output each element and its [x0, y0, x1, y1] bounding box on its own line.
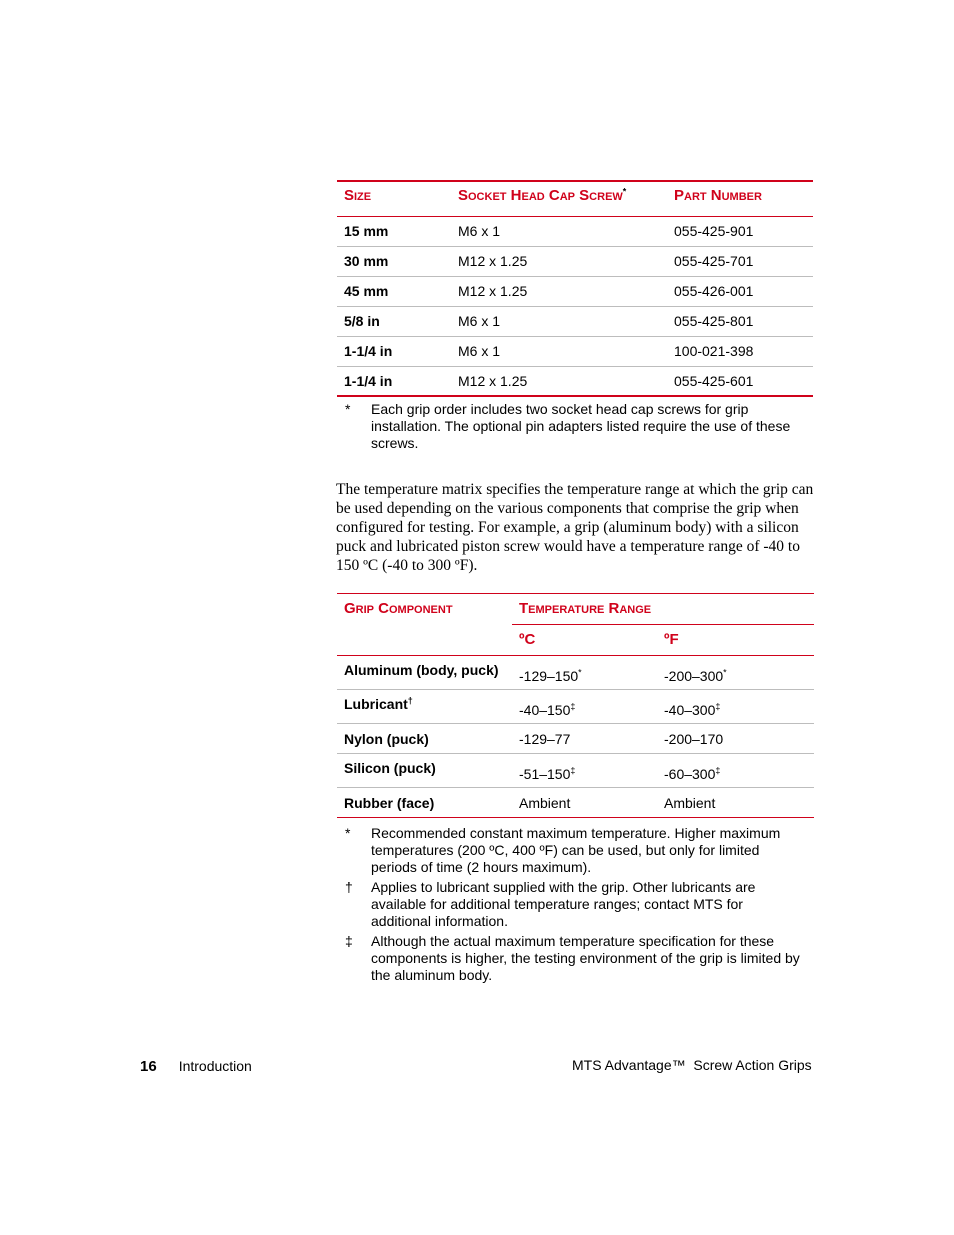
component-cell [337, 724, 512, 754]
fahrenheit-cell [657, 724, 814, 754]
component-label: Silicon (puck) [344, 760, 436, 776]
screw-size-table [337, 180, 813, 397]
table-row [337, 336, 813, 366]
fahrenheit-cell [657, 788, 814, 818]
component-label: Lubricant [344, 696, 408, 712]
part-number-cell: 055-425-801 [667, 306, 813, 336]
celsius-value: Ambient [519, 794, 571, 811]
celsius-cell [512, 656, 657, 690]
fahrenheit-cell [657, 754, 814, 788]
table-row [337, 216, 813, 246]
footnote-text: Recommended constant maximum temperature. Higher maximum temperatures (200 ºC, 400 ºF) can be used, but only for limited periods of time (2 hours maximum). [371, 825, 781, 875]
size-cell: 5/8 in [337, 306, 451, 336]
footnote [345, 401, 805, 452]
section-name: Introduction [178, 1058, 252, 1074]
footnote [345, 879, 805, 930]
table-row [337, 754, 814, 788]
celsius-value: -40–150 [519, 701, 571, 718]
table-row [337, 788, 814, 818]
part-number-column-header: Part Number [667, 181, 813, 216]
part-number-cell: 100-021-398 [667, 336, 813, 366]
footnote [345, 825, 805, 876]
footnote-mark: * [345, 825, 351, 841]
screw-table-footnotes [345, 401, 805, 455]
table-row [337, 276, 813, 306]
footer-left [140, 1058, 252, 1075]
size-column-header: Size [337, 181, 451, 216]
component-cell [337, 656, 512, 690]
page-number: 16 [140, 1058, 157, 1075]
fahrenheit-header: ºF [657, 625, 814, 656]
celsius-cell [512, 690, 657, 724]
screw-cell: M6 x 1 [451, 216, 667, 246]
fahrenheit-value: -200–170 [664, 730, 724, 747]
screw-column-header: Socket Head Cap Screw* [451, 181, 667, 216]
footnote-mark: † [345, 879, 353, 895]
part-number-cell: 055-425-701 [667, 246, 813, 276]
component-mark: † [407, 695, 413, 706]
celsius-mark: ‡ [570, 764, 576, 775]
book-title: MTS Advantage™ Screw Action Grips [572, 1057, 812, 1073]
footnote [345, 933, 805, 984]
fahrenheit-cell [657, 690, 814, 724]
footnote-text: Each grip order includes two socket head cap screws for grip installation. The optional pin adapters listed require the use of these screws. [371, 401, 791, 451]
celsius-value: -51–150 [519, 765, 571, 782]
size-cell: 1-1/4 in [337, 366, 451, 396]
fahrenheit-value: -200–300 [664, 667, 724, 684]
size-cell: 1-1/4 in [337, 336, 451, 366]
screw-cell: M12 x 1.25 [451, 366, 667, 396]
celsius-cell [512, 724, 657, 754]
table-row [337, 366, 813, 396]
screw-table-header-row [337, 181, 813, 216]
celsius-value: -129–77 [519, 730, 571, 747]
celsius-cell [512, 754, 657, 788]
table-row [337, 246, 813, 276]
grip-component-header: Grip Component [337, 594, 512, 656]
component-cell [337, 690, 512, 724]
temperature-range-header: Temperature Range [512, 594, 814, 625]
part-number-cell: 055-426-001 [667, 276, 813, 306]
celsius-cell [512, 788, 657, 818]
screw-cell: M12 x 1.25 [451, 246, 667, 276]
component-label: Rubber (face) [344, 794, 435, 811]
celsius-mark: ‡ [570, 700, 576, 711]
footnote-text: Applies to lubricant supplied with the grip. Other lubricants are available for additional temperature ranges; contact MTS for additional information. [371, 879, 756, 929]
fahrenheit-cell [657, 656, 814, 690]
table-row [337, 690, 814, 724]
celsius-value: -129–150 [519, 667, 579, 684]
table-row [337, 656, 814, 690]
fahrenheit-mark: ‡ [715, 700, 721, 711]
component-label: Aluminum (body, puck) [344, 662, 499, 678]
fahrenheit-value: -40–300 [664, 701, 716, 718]
part-number-cell: 055-425-601 [667, 366, 813, 396]
temp-table-header-row [337, 594, 814, 625]
size-cell: 30 mm [337, 246, 451, 276]
table-row [337, 724, 814, 754]
celsius-mark: * [578, 666, 582, 677]
temperature-table [337, 593, 814, 818]
screw-cell: M6 x 1 [451, 306, 667, 336]
size-cell: 45 mm [337, 276, 451, 306]
component-label: Nylon (puck) [344, 730, 429, 747]
footnote-mark: ‡ [345, 933, 353, 949]
table-row [337, 306, 813, 336]
size-cell: 15 mm [337, 216, 451, 246]
footnote-mark: * [345, 401, 351, 417]
component-cell [337, 754, 512, 788]
temperature-paragraph: The temperature matrix specifies the temperature range at which the grip can be used depending on the various components that comprise the grip when configured for testing. For example, a grip (aluminum body) with a silicon puck and lubricated piston screw would have a temperature range of -40 to 150 ºC (-40 to 300 ºF). [336, 481, 814, 574]
fahrenheit-value: Ambient [664, 794, 716, 811]
screw-cell: M12 x 1.25 [451, 276, 667, 306]
screw-cell: M6 x 1 [451, 336, 667, 366]
temp-table-footnotes [345, 825, 805, 987]
fahrenheit-mark: * [723, 666, 727, 677]
footnote-text: Although the actual maximum temperature specification for these components is higher, the testing environment of the grip is limited by the aluminum body. [371, 933, 800, 983]
component-cell [337, 788, 512, 818]
part-number-cell: 055-425-901 [667, 216, 813, 246]
fahrenheit-value: -60–300 [664, 765, 716, 782]
celsius-header: ºC [512, 625, 657, 656]
fahrenheit-mark: ‡ [715, 764, 721, 775]
